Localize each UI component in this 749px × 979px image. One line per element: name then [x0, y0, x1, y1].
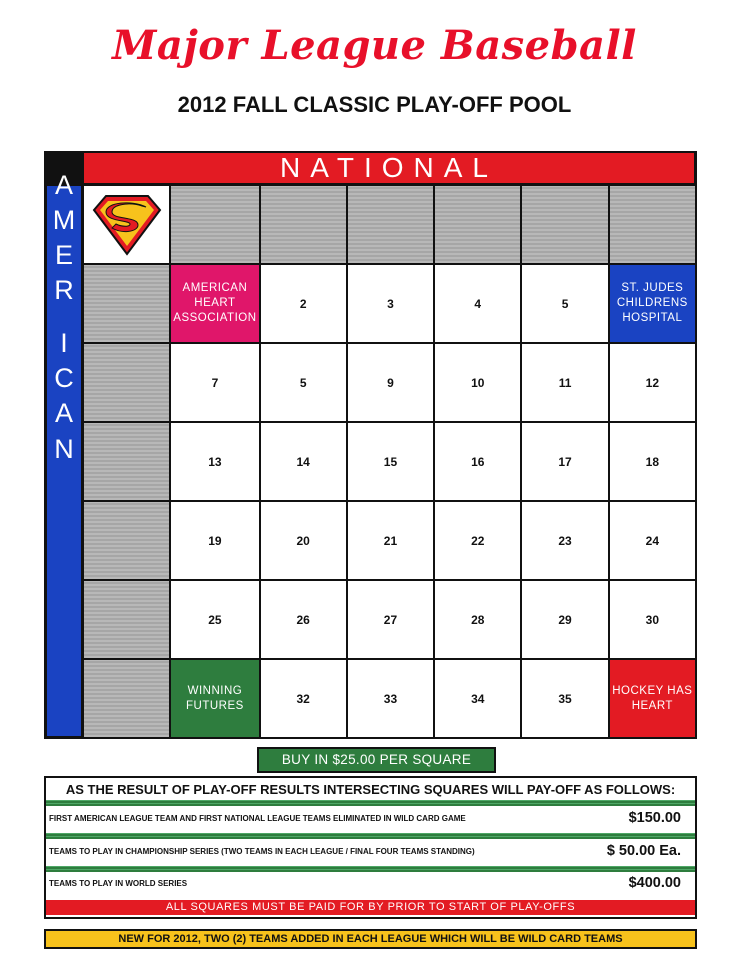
sponsor-name-line: HOSPITAL [622, 312, 683, 324]
payout-row [46, 808, 695, 830]
buy-in-label: BUY IN $25.00 PER SQUARE [257, 747, 496, 773]
pool-square: 9 [348, 344, 433, 421]
side-label-letter: A [54, 170, 73, 200]
sponsor-name-line: HEART [194, 297, 236, 309]
pool-square: 11 [522, 344, 607, 421]
divider-stripe [46, 833, 695, 839]
payout-row [46, 873, 695, 895]
pool-square: 24 [610, 502, 695, 579]
sponsor-name-line: FUTURES [186, 699, 244, 712]
pool-square: 14 [261, 423, 346, 500]
sponsor-name [617, 281, 688, 326]
score-header-square [171, 186, 258, 263]
sponsor-square [610, 660, 695, 737]
score-header-square [610, 186, 695, 263]
pool-square: 30 [610, 581, 695, 658]
pool-square: 34 [435, 660, 520, 737]
pool-square: 28 [435, 581, 520, 658]
payout-row [46, 841, 695, 863]
sponsor-name [612, 684, 692, 714]
sponsor-name-line: HOCKEY HAS [612, 684, 693, 697]
side-label-letter: M [52, 205, 76, 235]
pool-square: 18 [610, 423, 695, 500]
sponsor-name-line: ST. JUDES [621, 282, 684, 294]
score-header-square [84, 344, 169, 421]
payout-table [44, 776, 697, 919]
payout-amount: $400.00 [628, 875, 681, 891]
pool-square: 5 [522, 265, 607, 342]
side-label-letter: E [54, 240, 73, 270]
score-header-square [84, 265, 169, 342]
pool-square: 35 [522, 660, 607, 737]
pool-square: 26 [261, 581, 346, 658]
squares-grid [84, 186, 695, 737]
score-header-square [348, 186, 433, 263]
pool-square: 17 [522, 423, 607, 500]
sponsor-name-line: AMERICAN [182, 282, 248, 294]
divider-stripe [46, 866, 695, 872]
sponsor-square [171, 265, 258, 342]
wild-card-banner: NEW FOR 2012, TWO (2) TEAMS ADDED IN EACH LEAGUE WHICH WILL BE WILD CARD TEAMS [44, 929, 697, 949]
pool-square: 10 [435, 344, 520, 421]
pool-square: 15 [348, 423, 433, 500]
pool-square: 21 [348, 502, 433, 579]
score-header-square [435, 186, 520, 263]
pool-square: 7 [171, 344, 258, 421]
score-header-square [84, 423, 169, 500]
american-league-header [47, 170, 81, 736]
pool-square: 19 [171, 502, 258, 579]
side-label-letter: N [54, 434, 74, 464]
score-header-square [261, 186, 346, 263]
pool-square: 29 [522, 581, 607, 658]
pool-square: 12 [610, 344, 695, 421]
payout-header: AS THE RESULT OF PLAY-OFF RESULTS INTERSECTING SQUARES WILL PAY-OFF AS FOLLOWS: [65, 782, 676, 797]
side-label-letter: R [54, 275, 74, 305]
sponsor-square [171, 660, 258, 737]
side-label-letter: C [54, 363, 74, 393]
score-header-square [522, 186, 607, 263]
payout-amount: $150.00 [628, 810, 681, 826]
pool-square: 27 [348, 581, 433, 658]
payout-description: FIRST AMERICAN LEAGUE TEAM AND FIRST NATIONAL LEAGUE TEAMS ELIMINATED IN WILD CARD GAME [49, 814, 466, 823]
side-label-letter: I [60, 328, 68, 358]
score-header-square [84, 502, 169, 579]
sponsor-name-line: ASSOCIATION [173, 312, 257, 324]
sponsor-name-line: HEART [631, 699, 673, 712]
pool-square: 5 [261, 344, 346, 421]
sponsor-name-line: CHILDRENS [616, 297, 688, 309]
pool-square: 32 [261, 660, 346, 737]
score-header-square [84, 581, 169, 658]
superman-shield-icon [92, 194, 162, 256]
page-title: Major League Baseball [112, 22, 637, 69]
pool-square: 25 [171, 581, 258, 658]
national-league-header: NATIONAL [84, 153, 694, 183]
payout-description: TEAMS TO PLAY IN WORLD SERIES [49, 879, 188, 888]
score-header-square [84, 660, 169, 737]
pool-square: 20 [261, 502, 346, 579]
pool-square: 33 [348, 660, 433, 737]
sponsor-name [173, 281, 256, 326]
pool-square: 23 [522, 502, 607, 579]
logo-square [84, 186, 169, 263]
side-label-letter: A [54, 398, 73, 428]
pool-square: 16 [435, 423, 520, 500]
payout-description: TEAMS TO PLAY IN CHAMPIONSHIP SERIES (TWO TEAMS IN EACH LEAGUE / FINAL FOUR TEAMS STANDING) [49, 847, 475, 856]
page-subtitle: 2012 FALL CLASSIC PLAY-OFF POOL [177, 92, 572, 117]
pool-square: 3 [348, 265, 433, 342]
divider-stripe [46, 800, 695, 806]
sponsor-name [186, 684, 244, 714]
pool-square: 22 [435, 502, 520, 579]
pool-square: 4 [435, 265, 520, 342]
sponsor-square [610, 265, 695, 342]
pool-square: 2 [261, 265, 346, 342]
pool-board [44, 151, 697, 739]
sponsor-name-line: WINNING [187, 684, 243, 697]
payment-notice: ALL SQUARES MUST BE PAID FOR BY PRIOR TO START OF PLAY-OFFS [46, 900, 695, 915]
pool-square: 13 [171, 423, 258, 500]
payout-amount: $ 50.00 Ea. [606, 843, 681, 859]
